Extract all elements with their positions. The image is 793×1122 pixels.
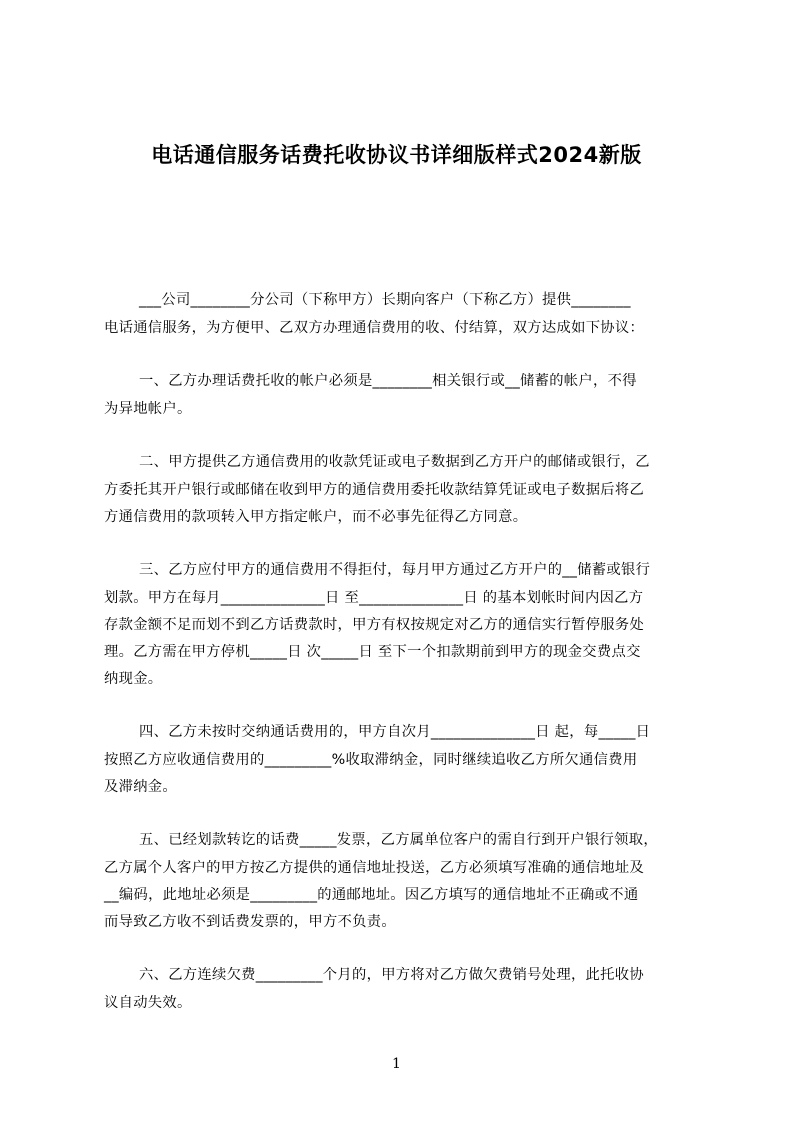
paragraph-3-line-2: 方委托其开户银行或邮储在收到甲方的通信费用委托收款结算凭证或电子数据后将乙 xyxy=(104,482,645,498)
paragraph-5-line-1: 四、乙方未按时交纳通话费用的，甲方自次月______________日 起，每_____日 xyxy=(139,724,651,740)
paragraph-7-line-1: 六、乙方连续欠费_________个月的，甲方将对乙方做欠费销号处理，此托收协 xyxy=(139,967,644,983)
paragraph-6-line-4: 而导致乙方收不到话费发票的，甲方不负责。 xyxy=(104,914,396,930)
paragraph-3-line-1: 二、甲方提供乙方通信费用的收款凭证或电子数据到乙方开户的邮储或银行，乙 xyxy=(139,454,650,470)
paragraph-2-line-1: 一、乙方办理话费托收的帐户必须是________相关银行或__储蓄的帐户，不得 xyxy=(139,373,637,389)
paragraph-5-line-3: 及滞纳金。 xyxy=(104,779,177,795)
paragraph-1-line-2: 电话通信服务，为方便甲、乙双方办理通信费用的收、付结算，双方达成如下协议： xyxy=(104,320,645,336)
paragraph-1-line-1: ___公司________分公司（下称甲方）长期向客户（下称乙方）提供________ xyxy=(139,292,631,308)
paragraph-4-line-3: 存款金额不足而划不到乙方话费款时，甲方有权按规定对乙方的通信实行暂停服务处 xyxy=(104,617,645,633)
paragraph-4-line-4: 理。乙方需在甲方停机_____日 次_____日 至下一个扣款期前到甲方的现金交费点交 xyxy=(104,644,641,660)
paragraph-4-line-1: 三、乙方应付甲方的通信费用不得拒付，每月甲方通过乙方开户的__储蓄或银行 xyxy=(139,562,651,578)
page-number: 1 xyxy=(392,1056,401,1072)
paragraph-2-line-2: 为异地帐户。 xyxy=(104,401,192,417)
paragraph-4-line-2: 划款。甲方在每月______________日 至______________日 的基本划帐时间内因乙方 xyxy=(104,590,644,606)
paragraph-5-line-2: 按照乙方应收通信费用的_________%收取滞纳金，同时继续追收乙方所欠通信费用 xyxy=(104,752,638,768)
paragraph-6-line-1: 五、已经划款转讫的话费_____发票，乙方属单位客户的需自行到开户银行领取， xyxy=(139,832,658,848)
paragraph-4-line-5: 纳现金。 xyxy=(104,671,163,687)
paragraph-6-line-3: __编码，此地址必须是_________的通邮地址。因乙方填写的通信地址不正确或不通 xyxy=(104,887,639,903)
document-title: 电话通信服务话费托收协议书详细版样式2024新版 xyxy=(151,143,642,167)
paragraph-6-line-2: 乙方属个人客户的甲方按乙方提供的通信地址投送，乙方必须填写准确的通信地址及 xyxy=(104,860,645,876)
paragraph-3-line-3: 方通信费用的款项转入甲方指定帐户，而不必事先征得乙方同意。 xyxy=(104,509,528,525)
paragraph-7-line-2: 议自动失效。 xyxy=(104,995,192,1011)
